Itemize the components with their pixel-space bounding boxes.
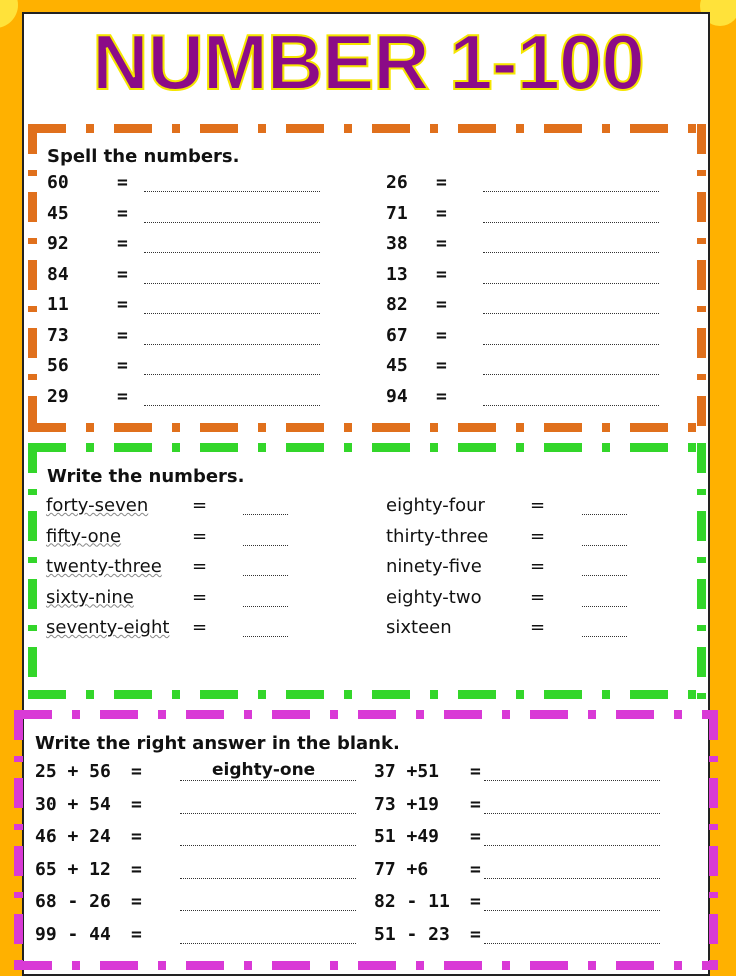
spell-number-left: 60 bbox=[47, 172, 69, 193]
blank-answer-line-right bbox=[484, 943, 660, 944]
spell-number-left: 73 bbox=[47, 324, 69, 346]
blank-expression-right: 51 +49 bbox=[374, 826, 440, 847]
write-equals-left: = bbox=[192, 556, 208, 577]
blank-answer-line-left bbox=[180, 780, 356, 781]
blank-expression-right: 77 +6 bbox=[374, 858, 429, 880]
spell-answer-blank-right bbox=[483, 374, 659, 375]
write-word-right: thirty-three bbox=[386, 525, 489, 547]
spell-section-frame bbox=[28, 124, 706, 432]
spell-equals-right: = bbox=[436, 294, 447, 315]
spell-answer-blank-left bbox=[144, 344, 320, 345]
spell-answer-blank-right bbox=[483, 283, 659, 284]
blank-equals-left: = bbox=[131, 793, 142, 815]
spell-number-right: 94 bbox=[386, 385, 408, 407]
write-answer-blank-left bbox=[243, 606, 288, 607]
blank-expression-left: 68 - 26 bbox=[35, 891, 111, 912]
blank-expression-right: 73 +19 bbox=[374, 793, 440, 815]
blank-expression-left: 65 + 12 bbox=[35, 858, 111, 880]
write-equals-right: = bbox=[530, 495, 546, 516]
blank-answer-line-right bbox=[484, 878, 660, 879]
spell-equals-left: = bbox=[117, 202, 128, 224]
spell-number-left: 11 bbox=[47, 294, 69, 315]
spell-answer-blank-left bbox=[144, 405, 320, 406]
blank-equals-left: = bbox=[131, 891, 142, 912]
write-answer-blank-right bbox=[582, 575, 627, 576]
spell-answer-blank-left bbox=[144, 374, 320, 375]
write-answer-blank-left bbox=[243, 575, 288, 576]
write-answer-blank-left bbox=[243, 514, 288, 515]
write-answer-blank-right bbox=[582, 606, 627, 607]
blank-equals-right: = bbox=[470, 891, 481, 912]
blank-expression-left: 46 + 24 bbox=[35, 826, 111, 847]
spell-answer-blank-left bbox=[144, 252, 320, 253]
spell-number-right: 38 bbox=[386, 233, 408, 254]
spell-equals-left: = bbox=[117, 233, 128, 254]
blank-expression-right: 51 - 23 bbox=[374, 923, 450, 945]
spell-answer-blank-right bbox=[483, 313, 659, 314]
worksheet-title: NUMBER 1-100 bbox=[92, 18, 644, 106]
write-equals-right: = bbox=[530, 556, 546, 577]
spell-answer-blank-right bbox=[483, 222, 659, 223]
write-equals-left: = bbox=[192, 617, 208, 638]
write-answer-blank-right bbox=[582, 636, 627, 637]
spell-equals-left: = bbox=[117, 172, 128, 193]
write-word-left: twenty-three bbox=[46, 556, 162, 577]
spell-answer-blank-left bbox=[144, 313, 320, 314]
spell-number-left: 92 bbox=[47, 233, 69, 254]
spell-number-right: 13 bbox=[386, 263, 408, 285]
write-answer-blank-left bbox=[243, 545, 288, 546]
blank-answer-line-right bbox=[484, 910, 660, 911]
write-word-left: fifty-one bbox=[46, 525, 122, 547]
spell-number-right: 45 bbox=[386, 355, 408, 376]
write-word-left: forty-seven bbox=[46, 495, 149, 516]
blank-expression-left: 30 + 54 bbox=[35, 793, 111, 815]
blank-answer-line-right bbox=[484, 813, 660, 814]
blank-answer-line-left bbox=[180, 813, 356, 814]
blank-equals-left: = bbox=[131, 761, 142, 782]
spell-equals-left: = bbox=[117, 263, 128, 285]
blank-heading: Write the right answer in the blank. bbox=[35, 733, 400, 754]
spell-answer-blank-left bbox=[144, 191, 320, 192]
spell-equals-right: = bbox=[436, 324, 447, 346]
write-answer-blank-left bbox=[243, 636, 288, 637]
write-answer-blank-right bbox=[582, 514, 627, 515]
spell-number-left: 29 bbox=[47, 385, 69, 407]
spell-equals-left: = bbox=[117, 294, 128, 315]
spell-equals-right: = bbox=[436, 355, 447, 376]
blank-answer-line-left bbox=[180, 845, 356, 846]
blank-equals-right: = bbox=[470, 793, 481, 815]
blank-answer-line-left bbox=[180, 878, 356, 879]
spell-equals-left: = bbox=[117, 355, 128, 376]
write-word-left: sixty-nine bbox=[46, 586, 134, 608]
spell-equals-right: = bbox=[436, 202, 447, 224]
write-equals-right: = bbox=[530, 586, 546, 608]
write-equals-left: = bbox=[192, 586, 208, 608]
spell-equals-right: = bbox=[436, 233, 447, 254]
spell-number-left: 45 bbox=[47, 202, 69, 224]
blank-answer-line-left bbox=[180, 910, 356, 911]
spell-answer-blank-left bbox=[144, 283, 320, 284]
write-heading: Write the numbers. bbox=[47, 466, 245, 487]
spell-equals-right: = bbox=[436, 172, 447, 193]
spell-heading: Spell the numbers. bbox=[47, 146, 240, 167]
blank-equals-left: = bbox=[131, 826, 142, 847]
spell-equals-left: = bbox=[117, 385, 128, 407]
write-word-right: ninety-five bbox=[386, 556, 482, 577]
spell-answer-blank-right bbox=[483, 405, 659, 406]
spell-equals-left: = bbox=[117, 324, 128, 346]
spell-number-right: 67 bbox=[386, 324, 408, 346]
write-word-left: seventy-eight bbox=[46, 617, 170, 638]
write-equals-right: = bbox=[530, 525, 546, 547]
spell-number-left: 56 bbox=[47, 355, 69, 376]
write-word-right: eighty-two bbox=[386, 586, 482, 608]
spell-number-right: 26 bbox=[386, 172, 408, 193]
blank-expression-right: 37 +51 bbox=[374, 761, 440, 782]
spell-answer-blank-left bbox=[144, 222, 320, 223]
blank-equals-right: = bbox=[470, 761, 481, 782]
blank-equals-left: = bbox=[131, 923, 142, 945]
blank-answer-line-left bbox=[180, 943, 356, 944]
write-equals-right: = bbox=[530, 617, 546, 638]
spell-answer-blank-right bbox=[483, 191, 659, 192]
write-word-right: sixteen bbox=[386, 617, 452, 638]
blank-answer-text: eighty-one bbox=[212, 760, 316, 780]
write-equals-left: = bbox=[192, 495, 208, 516]
spell-number-right: 71 bbox=[386, 202, 408, 224]
blank-expression-left: 25 + 56 bbox=[35, 761, 111, 782]
spell-answer-blank-right bbox=[483, 344, 659, 345]
blank-equals-right: = bbox=[470, 858, 481, 880]
blank-equals-right: = bbox=[470, 923, 481, 945]
blank-expression-left: 99 - 44 bbox=[35, 923, 111, 945]
spell-number-right: 82 bbox=[386, 294, 408, 315]
write-word-right: eighty-four bbox=[386, 495, 485, 516]
spell-number-left: 84 bbox=[47, 263, 69, 285]
spell-equals-right: = bbox=[436, 263, 447, 285]
write-answer-blank-right bbox=[582, 545, 627, 546]
spell-equals-right: = bbox=[436, 385, 447, 407]
write-equals-left: = bbox=[192, 525, 208, 547]
blank-answer-line-right bbox=[484, 780, 660, 781]
blank-equals-right: = bbox=[470, 826, 481, 847]
blank-expression-right: 82 - 11 bbox=[374, 891, 450, 912]
blank-equals-left: = bbox=[131, 858, 142, 880]
blank-answer-line-right bbox=[484, 845, 660, 846]
spell-answer-blank-right bbox=[483, 252, 659, 253]
